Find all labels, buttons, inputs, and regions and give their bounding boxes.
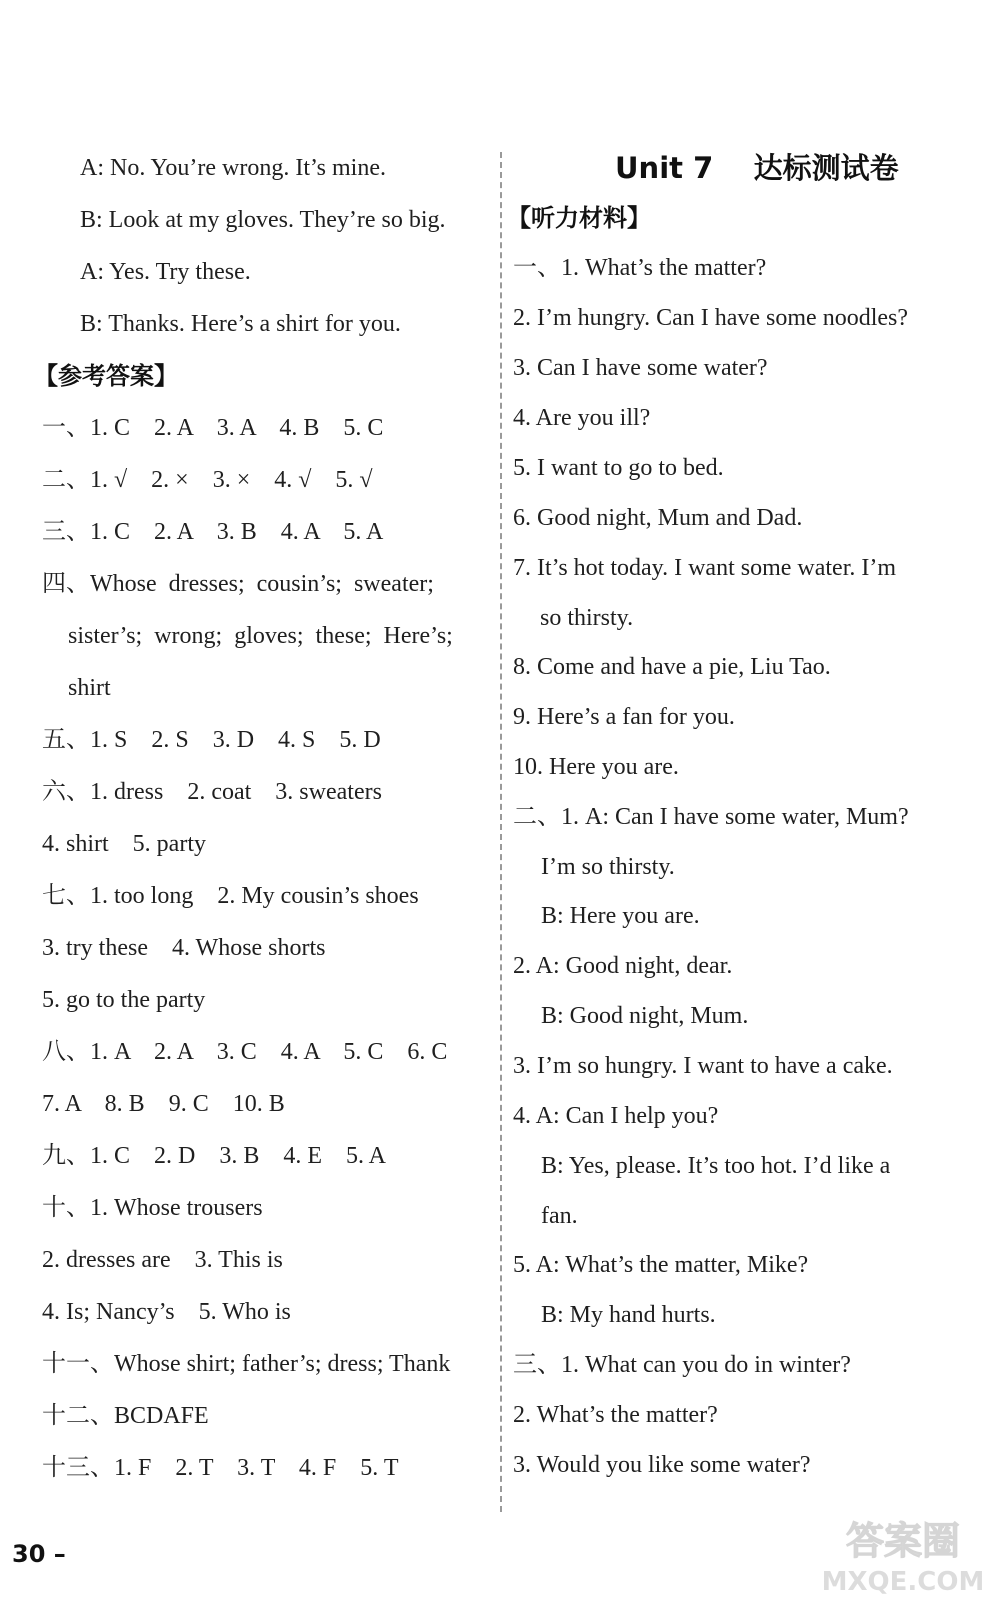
- listening-line: 5. I want to go to bed.: [513, 455, 724, 481]
- unit-title: Unit 7 达标测试卷: [615, 151, 899, 185]
- answer-line: 7. A 8. B 9. C 10. B: [42, 1091, 285, 1117]
- answer-line: 七、1. too long 2. My cousin’s shoes: [42, 883, 419, 909]
- listening-line: 一、1. What’s the matter?: [513, 255, 767, 281]
- answer-line: 六、1. dress 2. coat 3. sweaters: [42, 779, 382, 805]
- column-divider: [500, 152, 502, 1512]
- answer-line: 3. try these 4. Whose shorts: [42, 935, 326, 961]
- listening-line: 2. A: Good night, dear.: [513, 953, 733, 979]
- dialogue-line: A: Yes. Try these.: [80, 259, 251, 285]
- answers-heading: 【参考答案】: [34, 362, 178, 390]
- listening-line: 三、1. What can you do in winter?: [513, 1352, 851, 1378]
- answer-line: 三、1. C 2. A 3. B 4. A 5. A: [42, 519, 384, 545]
- answer-line: 2. dresses are 3. This is: [42, 1247, 283, 1273]
- answer-line: 四、Whose dresses; cousin’s; sweater;: [42, 571, 434, 597]
- answer-line: 二、1. √ 2. × 3. × 4. √ 5. √: [42, 467, 373, 493]
- listening-line: B: My hand hurts.: [541, 1302, 716, 1328]
- answer-line: 九、1. C 2. D 3. B 4. E 5. A: [42, 1143, 387, 1169]
- svg-text:答案圈: 答案圈: [845, 1519, 961, 1563]
- listening-line: so thirsty.: [540, 605, 634, 631]
- listening-line: fan.: [541, 1203, 578, 1229]
- watermark-logo: [818, 1510, 988, 1596]
- listening-line: B: Yes, please. It’s too hot. I’d like a: [541, 1153, 891, 1179]
- listening-line: 二、1. A: Can I have some water, Mum?: [513, 804, 909, 830]
- listening-line: 4. Are you ill?: [513, 405, 651, 431]
- listening-line: 10. Here you are.: [513, 754, 679, 780]
- answer-line: 十三、1. F 2. T 3. T 4. F 5. T: [42, 1455, 399, 1481]
- listening-line: 2. What’s the matter?: [513, 1402, 718, 1428]
- page-number: 30 –: [12, 1540, 66, 1568]
- listening-line: I’m so thirsty.: [541, 854, 675, 880]
- listening-line: 3. Can I have some water?: [513, 355, 768, 381]
- listening-line: 3. I’m so hungry. I want to have a cake.: [513, 1053, 893, 1079]
- answer-line: 五、1. S 2. S 3. D 4. S 5. D: [42, 727, 381, 753]
- listening-line: B: Good night, Mum.: [541, 1003, 749, 1029]
- listening-line: 5. A: What’s the matter, Mike?: [513, 1252, 809, 1278]
- answer-line: 十二、BCDAFE: [42, 1403, 209, 1429]
- answer-line: 十一、Whose shirt; father’s; dress; Thank: [42, 1351, 451, 1377]
- listening-line: B: Here you are.: [541, 903, 700, 929]
- listening-line: 6. Good night, Mum and Dad.: [513, 505, 803, 531]
- dialogue-line: A: No. You’re wrong. It’s mine.: [80, 155, 386, 181]
- dialogue-line: B: Look at my gloves. They’re so big.: [80, 207, 446, 233]
- answer-line: 一、1. C 2. A 3. A 4. B 5. C: [42, 415, 384, 441]
- svg-text:MXQE.COM: MXQE.COM: [821, 1567, 985, 1596]
- listening-line: 9. Here’s a fan for you.: [513, 704, 735, 730]
- answer-line: 4. shirt 5. party: [42, 831, 206, 857]
- dialogue-line: B: Thanks. Here’s a shirt for you.: [80, 311, 401, 337]
- answer-line: 十、1. Whose trousers: [42, 1195, 263, 1221]
- listening-heading: 【听力材料】: [507, 204, 651, 232]
- answer-line: sister’s; wrong; gloves; these; Here’s;: [68, 623, 453, 649]
- listening-line: 2. I’m hungry. Can I have some noodles?: [513, 305, 909, 331]
- answer-line: 八、1. A 2. A 3. C 4. A 5. C 6. C: [42, 1039, 448, 1065]
- answer-line: 4. Is; Nancy’s 5. Who is: [42, 1299, 291, 1325]
- listening-line: 4. A: Can I help you?: [513, 1103, 719, 1129]
- listening-line: 3. Would you like some water?: [513, 1452, 811, 1478]
- answer-line: 5. go to the party: [42, 987, 206, 1013]
- listening-line: 7. It’s hot today. I want some water. I’m: [513, 555, 897, 581]
- listening-line: 8. Come and have a pie, Liu Tao.: [513, 654, 831, 680]
- answer-line: shirt: [68, 675, 111, 701]
